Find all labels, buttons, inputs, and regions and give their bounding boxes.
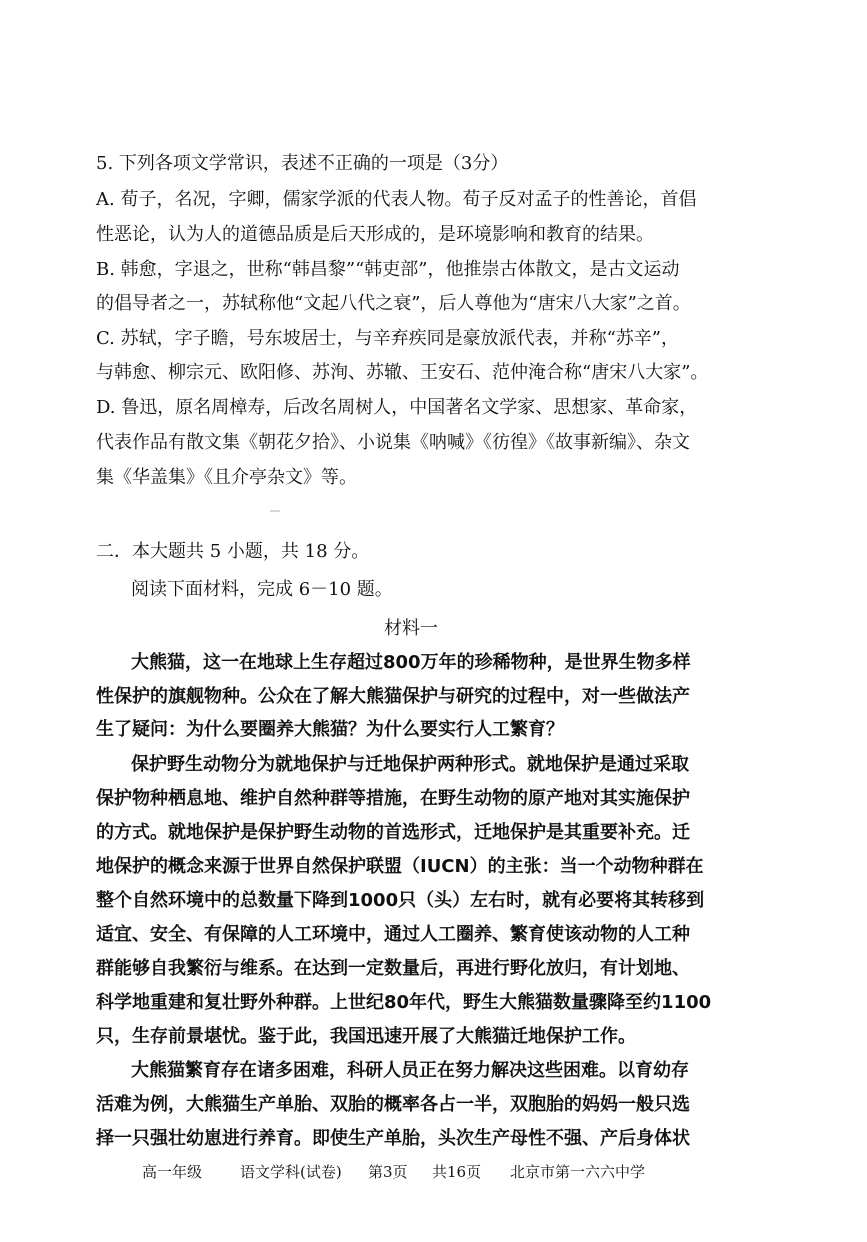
footer-school: 北京市第一六六中学 [510, 1163, 646, 1181]
material-line: 性保护的旗舰物种。公众在了解大熊猫保护与研究的过程中，对一些做法产 [96, 686, 690, 707]
footer-subject: 语文学科(试卷) [240, 1163, 342, 1181]
footer-grade: 高一年级 [142, 1163, 203, 1181]
material-line: 活难为例，大熊猫生产单胎、双胎的概率各占一半，双胞胎的妈妈一般只选 [96, 1094, 690, 1115]
question-5-stem: 5. 下列各项文学常识，表述不正确的一项是（3分） [96, 153, 509, 174]
question-5-option-d-line-3: 集《华盖集》《且介亭杂文》等。 [96, 467, 357, 488]
material-line: 适宜、安全、有保障的人工环境中，通过人工圈养、繁育使该动物的人工种 [96, 924, 690, 945]
question-5-option-b-line-2: 的倡导者之一，苏轼称他“文起八代之衰”，后人尊他为“唐宋八大家”之首。 [96, 293, 691, 314]
material-line: 科学地重建和复壮野外种群。上世纪80年代，野生大熊猫数量骤降至约1100 [96, 992, 712, 1013]
material-line: 保护物种栖息地、维护自然种群等措施，在野生动物的原产地对其实施保护 [96, 788, 690, 809]
section-2-title: 二．本大题共 5 小题，共 18 分。 [96, 541, 370, 562]
material-line: 地保护的概念来源于世界自然保护联盟（IUCN）的主张：当一个动物种群在 [96, 856, 704, 877]
material-line: 大熊猫繁育存在诸多困难，科研人员正在努力解决这些困难。以育幼存 [131, 1060, 689, 1081]
question-5-option-d-line-1: D. 鲁迅，原名周樟寿，后改名周树人，中国著名文学家、思想家、革命家， [96, 397, 698, 418]
material-line: 群能够自我繁衍与维系。在达到一定数量后，再进行野化放归，有计划地、 [96, 958, 690, 979]
material-line: 的方式。就地保护是保护野生动物的首选形式，迁地保护是其重要补充。迁 [96, 822, 690, 843]
material-line: 保护野生动物分为就地保护与迁地保护两种形式。就地保护是通过采取 [131, 754, 689, 775]
footer-page: 第3页 [368, 1163, 408, 1181]
question-5-option-c-line-2: 与韩愈、柳宗元、欧阳修、苏洵、苏辙、王安石、范仲淹合称“唐宋八大家”。 [96, 362, 709, 383]
question-5-option-d-line-2: 代表作品有散文集《朝花夕拾》、小说集《呐喊》《彷徨》《故事新编》、杂文 [96, 432, 690, 453]
scan-smudge [270, 510, 280, 512]
material-line: 大熊猫，这一在地球上生存超过800万年的珍稀物种，是世界生物多样 [131, 652, 691, 673]
material-line: 只，生存前景堪忧。鉴于此，我国迅速开展了大熊猫迁地保护工作。 [96, 1026, 636, 1047]
material-line: 生了疑问：为什么要圈养大熊猫？为什么要实行人工繁育？ [96, 719, 564, 740]
question-5-option-b-line-1: B. 韩愈，字退之，世称“韩昌黎”“韩吏部”，他推崇古体散文，是古文运动 [96, 259, 680, 280]
material-line: 整个自然环境中的总数量下降到1000只（头）左右时，就有必要将其转移到 [96, 890, 705, 911]
material-title: 材料一 [384, 618, 438, 639]
question-5-option-a-line-1: A. 荀子，名况，字卿，儒家学派的代表人物。荀子反对孟子的性善论，首倡 [96, 189, 697, 210]
material-line: 择一只强壮幼崽进行养育。即使生产单胎，头次生产母性不强、产后身体状 [96, 1128, 690, 1149]
footer-total: 共16页 [432, 1163, 482, 1181]
section-2-instruction: 阅读下面材料，完成 6－10 题。 [131, 579, 393, 600]
question-5-option-a-line-2: 性恶论，认为人的道德品质是后天形成的，是环境影响和教育的结果。 [96, 224, 654, 245]
question-5-option-c-line-1: C. 苏轼，字子瞻，号东坡居士，与辛弃疾同是豪放派代表，并称“苏辛”， [96, 328, 679, 349]
